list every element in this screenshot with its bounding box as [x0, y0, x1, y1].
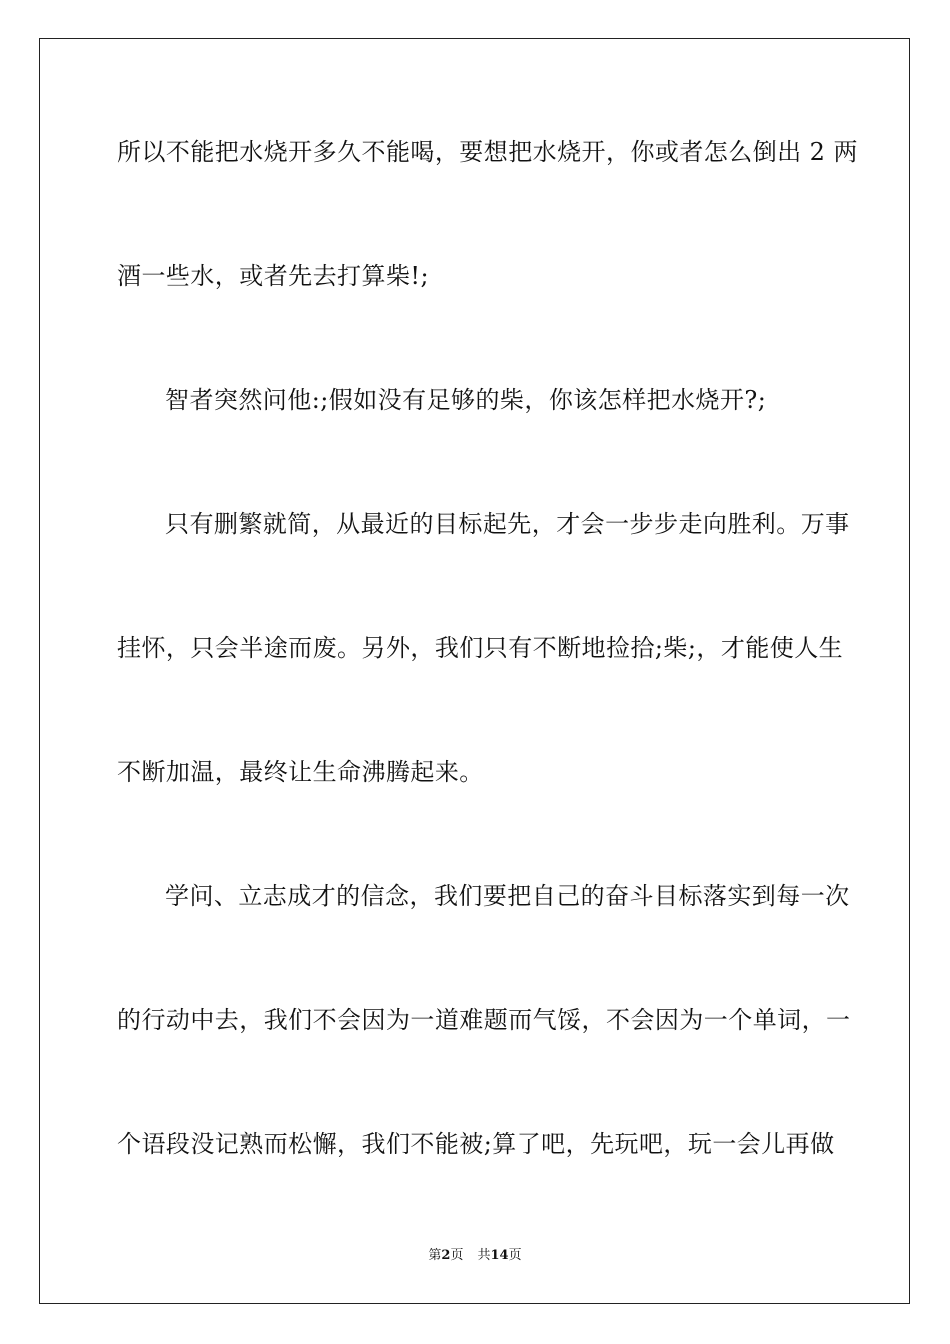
total-suffix: 页 [508, 1248, 522, 1263]
text-line: 的行动中去，我们不会因为一道难题而气馁，不会因为一个单词，一 [117, 1006, 851, 1034]
total-pages: 14 [490, 1248, 509, 1263]
text-line: 个语段没记熟而松懈，我们不能被;算了吧，先玩吧，玩一会儿再做 [117, 1130, 835, 1158]
text-line: 智者突然问他:;假如没有足够的柴，你该怎样把水烧开?; [165, 386, 767, 414]
total-prefix: 共 [477, 1248, 491, 1263]
text-line: 挂怀，只会半途而废。另外，我们只有不断地捡拾;柴;，才能使人生 [117, 634, 844, 662]
page-prefix: 第 [428, 1248, 442, 1263]
page-suffix: 页 [450, 1248, 464, 1263]
text-line: 学问、立志成才的信念，我们要把自己的奋斗目标落实到每一次 [165, 882, 850, 910]
text-line: 不断加温，最终让生命沸腾起来。 [117, 758, 484, 786]
page-number: 2 [441, 1248, 451, 1263]
text-line: 只有删繁就简，从最近的目标起先，才会一步步走向胜利。万事 [165, 510, 850, 538]
page-border [39, 38, 910, 1304]
text-line: 所以不能把水烧开多久不能喝，要想把水烧开，你或者怎么倒出 2 两 [117, 138, 858, 166]
page-footer [0, 1248, 950, 1264]
text-line: 酒一些水，或者先去打算柴!; [117, 262, 430, 290]
